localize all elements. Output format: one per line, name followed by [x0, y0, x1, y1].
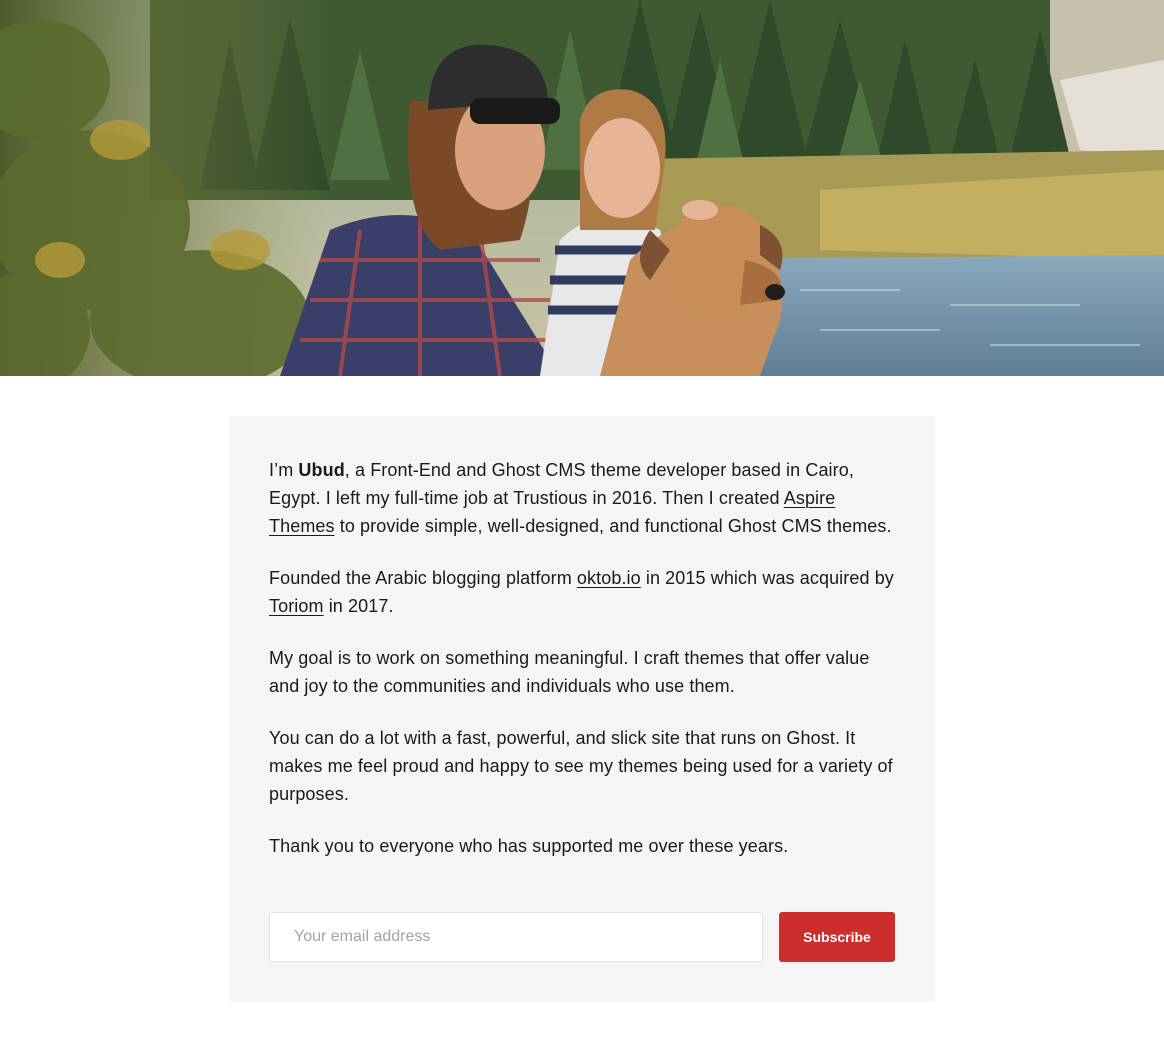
bio-paragraph-2 [269, 564, 895, 620]
toriom-link[interactable]: Toriom [269, 596, 324, 616]
bio-text: in 2017. [323, 596, 394, 616]
bio-text: to provide simple, well-designed, and functional Ghost CMS themes. [334, 516, 892, 536]
about-card [229, 416, 935, 1002]
author-bio [269, 456, 895, 860]
email-input[interactable] [269, 912, 763, 962]
bio-paragraph-4: You can do a lot with a fast, powerful, and slick site that runs on Ghost. It makes me feel proud and happy to see my themes being used for a variety of purposes. [269, 728, 893, 804]
bio-text: , a Front-End and Ghost CMS theme developer based in Cairo, Egypt. I left my full-time job at Trustious in 2016. Then I created [269, 460, 854, 508]
author-name: Ubud [298, 460, 345, 480]
bio-paragraph-1 [269, 456, 895, 540]
hero-image [0, 0, 1164, 376]
bio-paragraph-5: Thank you to everyone who has supported me over these years. [269, 836, 789, 856]
hero-photo-illustration [0, 0, 1164, 376]
oktob-link[interactable]: oktob.io [576, 568, 641, 588]
aspire-themes-link[interactable]: Aspire Themes [269, 488, 836, 536]
bio-intro-text: I’m [269, 460, 299, 480]
bio-text: Founded the Arabic blogging platform [269, 568, 577, 588]
subscribe-form [269, 912, 895, 962]
bio-text: in 2015 which was acquired by [640, 568, 894, 588]
subscribe-button[interactable]: Subscribe [779, 912, 895, 962]
bio-paragraph-3: My goal is to work on something meaningful. I craft themes that offer value and joy to the communities and individuals who use them. [269, 648, 870, 696]
